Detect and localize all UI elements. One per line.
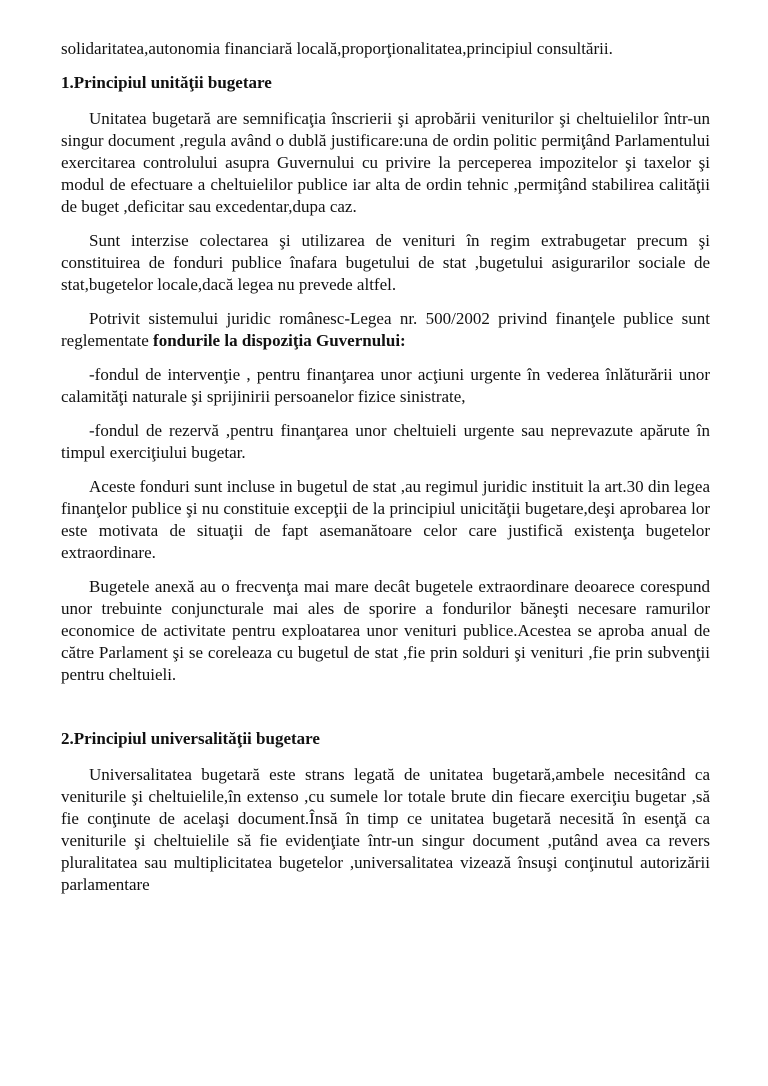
paragraph-3-bold: fondurile la dispoziţia Guvernului:: [153, 331, 406, 350]
section-1-paragraph-7: Bugetele anexă au o frecvenţa mai mare decât bugetele extraordinare deoarece corespund unor trebuinte conjuncturale mai ales de sporire a fondurilor băneşti necesare ramurilor economice de activitate pentru exploatarea unor venituri publice.Acestea se aproba anual de către Parlament şi se coreleaza cu bugetul de stat ,fie prin solduri şi venituri ,fie prin subvenţii pentru cheltuieli.: [61, 577, 710, 684]
section-1-heading: 1.Principiul unităţii bugetare: [61, 73, 272, 92]
section-1-paragraph-1: Unitatea bugetară are semnificaţia înscrierii şi aprobării veniturilor şi cheltuielilor într-un singur document ,regula având o dublă justificare:una de ordin politic permiţând Parlamentului exercitarea controlului asupra Guvernului cu privire la perceperea impozitelor şi taxelor şi modul de efectuare a cheltuielilor publice iar alta de ordin tehnic ,permiţând stabilirea calităţii de buget ,deficitar sau excedentar,dupa caz.: [61, 109, 710, 216]
section-2-paragraph-1: Universalitatea bugetară este strans legată de unitatea bugetară,ambele necesitând ca veniturile şi cheltuielile,în extenso ,cu sumele lor totale brute din fiecare exerciţiu bugetar ,să fie conţinute de acelaşi document.Însă în timp ce unitatea bugetară necesită în esenţă ca veniturile şi cheltuielile să fie evidenţiate într-un singur document ,putând avea ca revers pluralitatea sau multiplicitatea bugetelor ,universalitatea vizează însuşi conţinutul autorizării parlamentare: [61, 765, 710, 894]
section-1-paragraph-6: Aceste fonduri sunt incluse in bugetul de stat ,au regimul juridic instituit la art.30 din legea finanţelor publice şi nu constituie excepţii de la principiul unicităţii bugetare,deşi aprobarea lor este motivata de situaţii de fapt asemanătoare celor care justifică existenţa bugetelor extraordinare.: [61, 477, 710, 562]
section-1-paragraph-4: -fondul de intervenţie , pentru finanţarea unor acţiuni urgente în vederea înlăturării unor calamităţi naturale şi sprijinirii persoanelor fizice sinistrate,: [61, 365, 710, 406]
intro-paragraph: solidaritatea,autonomia financiară locală,proporţionalitatea,principiul consultării.: [61, 39, 613, 58]
section-2-heading: 2.Principiul universalităţii bugetare: [61, 729, 320, 748]
paragraph-3-text: Potrivit sistemului juridic românesc-Legea nr. 500/2002 privind finanţele publice sunt reglementate: [61, 309, 710, 350]
section-spacer: [61, 686, 710, 728]
section-1-paragraph-3: [61, 308, 710, 352]
document-page: [61, 38, 710, 896]
section-1-paragraph-5: -fondul de rezervă ,pentru finanţarea unor cheltuieli urgente sau neprevazute apărute în timpul exerciţiului bugetar.: [61, 421, 710, 462]
section-1-paragraph-2: Sunt interzise colectarea şi utilizarea de venituri în regim extrabugetar precum şi constituirea de fonduri publice înafara bugetului de stat ,bugetului asigurarilor sociale de stat,bugetelor locale,dacă legea nu prevede altfel.: [61, 231, 710, 294]
